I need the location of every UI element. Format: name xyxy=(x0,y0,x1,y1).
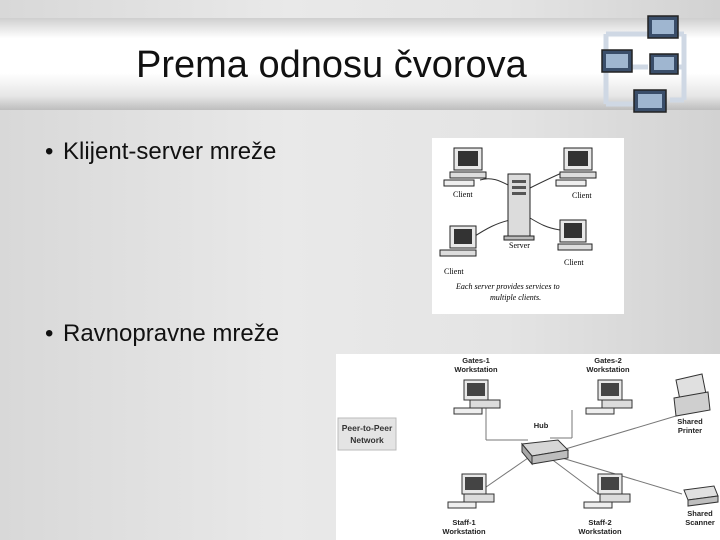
gates2-label: Gates-2 xyxy=(594,356,622,365)
bullet-client-server xyxy=(45,138,276,166)
workstation-computer-icon xyxy=(454,380,500,414)
workstation-computer-icon xyxy=(448,474,494,508)
scanner-label: Scanner xyxy=(685,518,715,527)
client-label: Client xyxy=(453,190,473,199)
workstation-computer-icon xyxy=(584,474,630,508)
scanner-label: Shared xyxy=(687,509,713,518)
scanner-icon xyxy=(684,486,718,506)
caption-line: Each server provides services to xyxy=(456,282,560,291)
staff2-label: Staff-2 xyxy=(588,518,612,527)
client-computer-icon xyxy=(444,148,486,186)
hub-label: Hub xyxy=(533,421,549,430)
bullet-peer-to-peer xyxy=(45,320,279,348)
client-label: Client xyxy=(572,191,592,200)
client-server-diagram xyxy=(432,138,624,314)
gates1-label: Gates-1 xyxy=(462,356,490,365)
bullet-text: Klijent-server mreže xyxy=(63,138,277,165)
printer-label: Printer xyxy=(677,426,703,435)
client-label: Client xyxy=(444,267,464,276)
bullet-text: Ravnopravne mreže xyxy=(63,320,280,347)
printer-label: Shared xyxy=(677,417,703,426)
network-logo-icon xyxy=(592,12,702,116)
hub-icon xyxy=(522,440,568,464)
peer-to-peer-diagram xyxy=(336,354,720,540)
bullet-marker: • xyxy=(45,138,54,165)
staff2-label: Workstation xyxy=(578,527,622,536)
client-computer-icon xyxy=(440,226,476,256)
client-computer-icon xyxy=(556,148,596,186)
caption-line: multiple clients. xyxy=(490,293,542,302)
workstation-computer-icon xyxy=(586,380,632,414)
client-label: Client xyxy=(564,258,584,267)
server-label: Server xyxy=(509,241,530,250)
bullet-marker: • xyxy=(45,320,54,347)
network-type-label: Peer-to-Peer xyxy=(341,423,393,433)
gates2-label: Workstation xyxy=(586,365,630,374)
client-computer-icon xyxy=(558,220,592,250)
slide-title: Prema odnosu čvorova xyxy=(136,44,527,86)
printer-icon xyxy=(674,374,710,416)
staff1-label: Staff-1 xyxy=(452,518,476,527)
server-tower-icon xyxy=(504,174,534,240)
staff1-label: Workstation xyxy=(442,527,486,536)
gates1-label: Workstation xyxy=(454,365,498,374)
network-type-label: Network xyxy=(350,435,384,445)
